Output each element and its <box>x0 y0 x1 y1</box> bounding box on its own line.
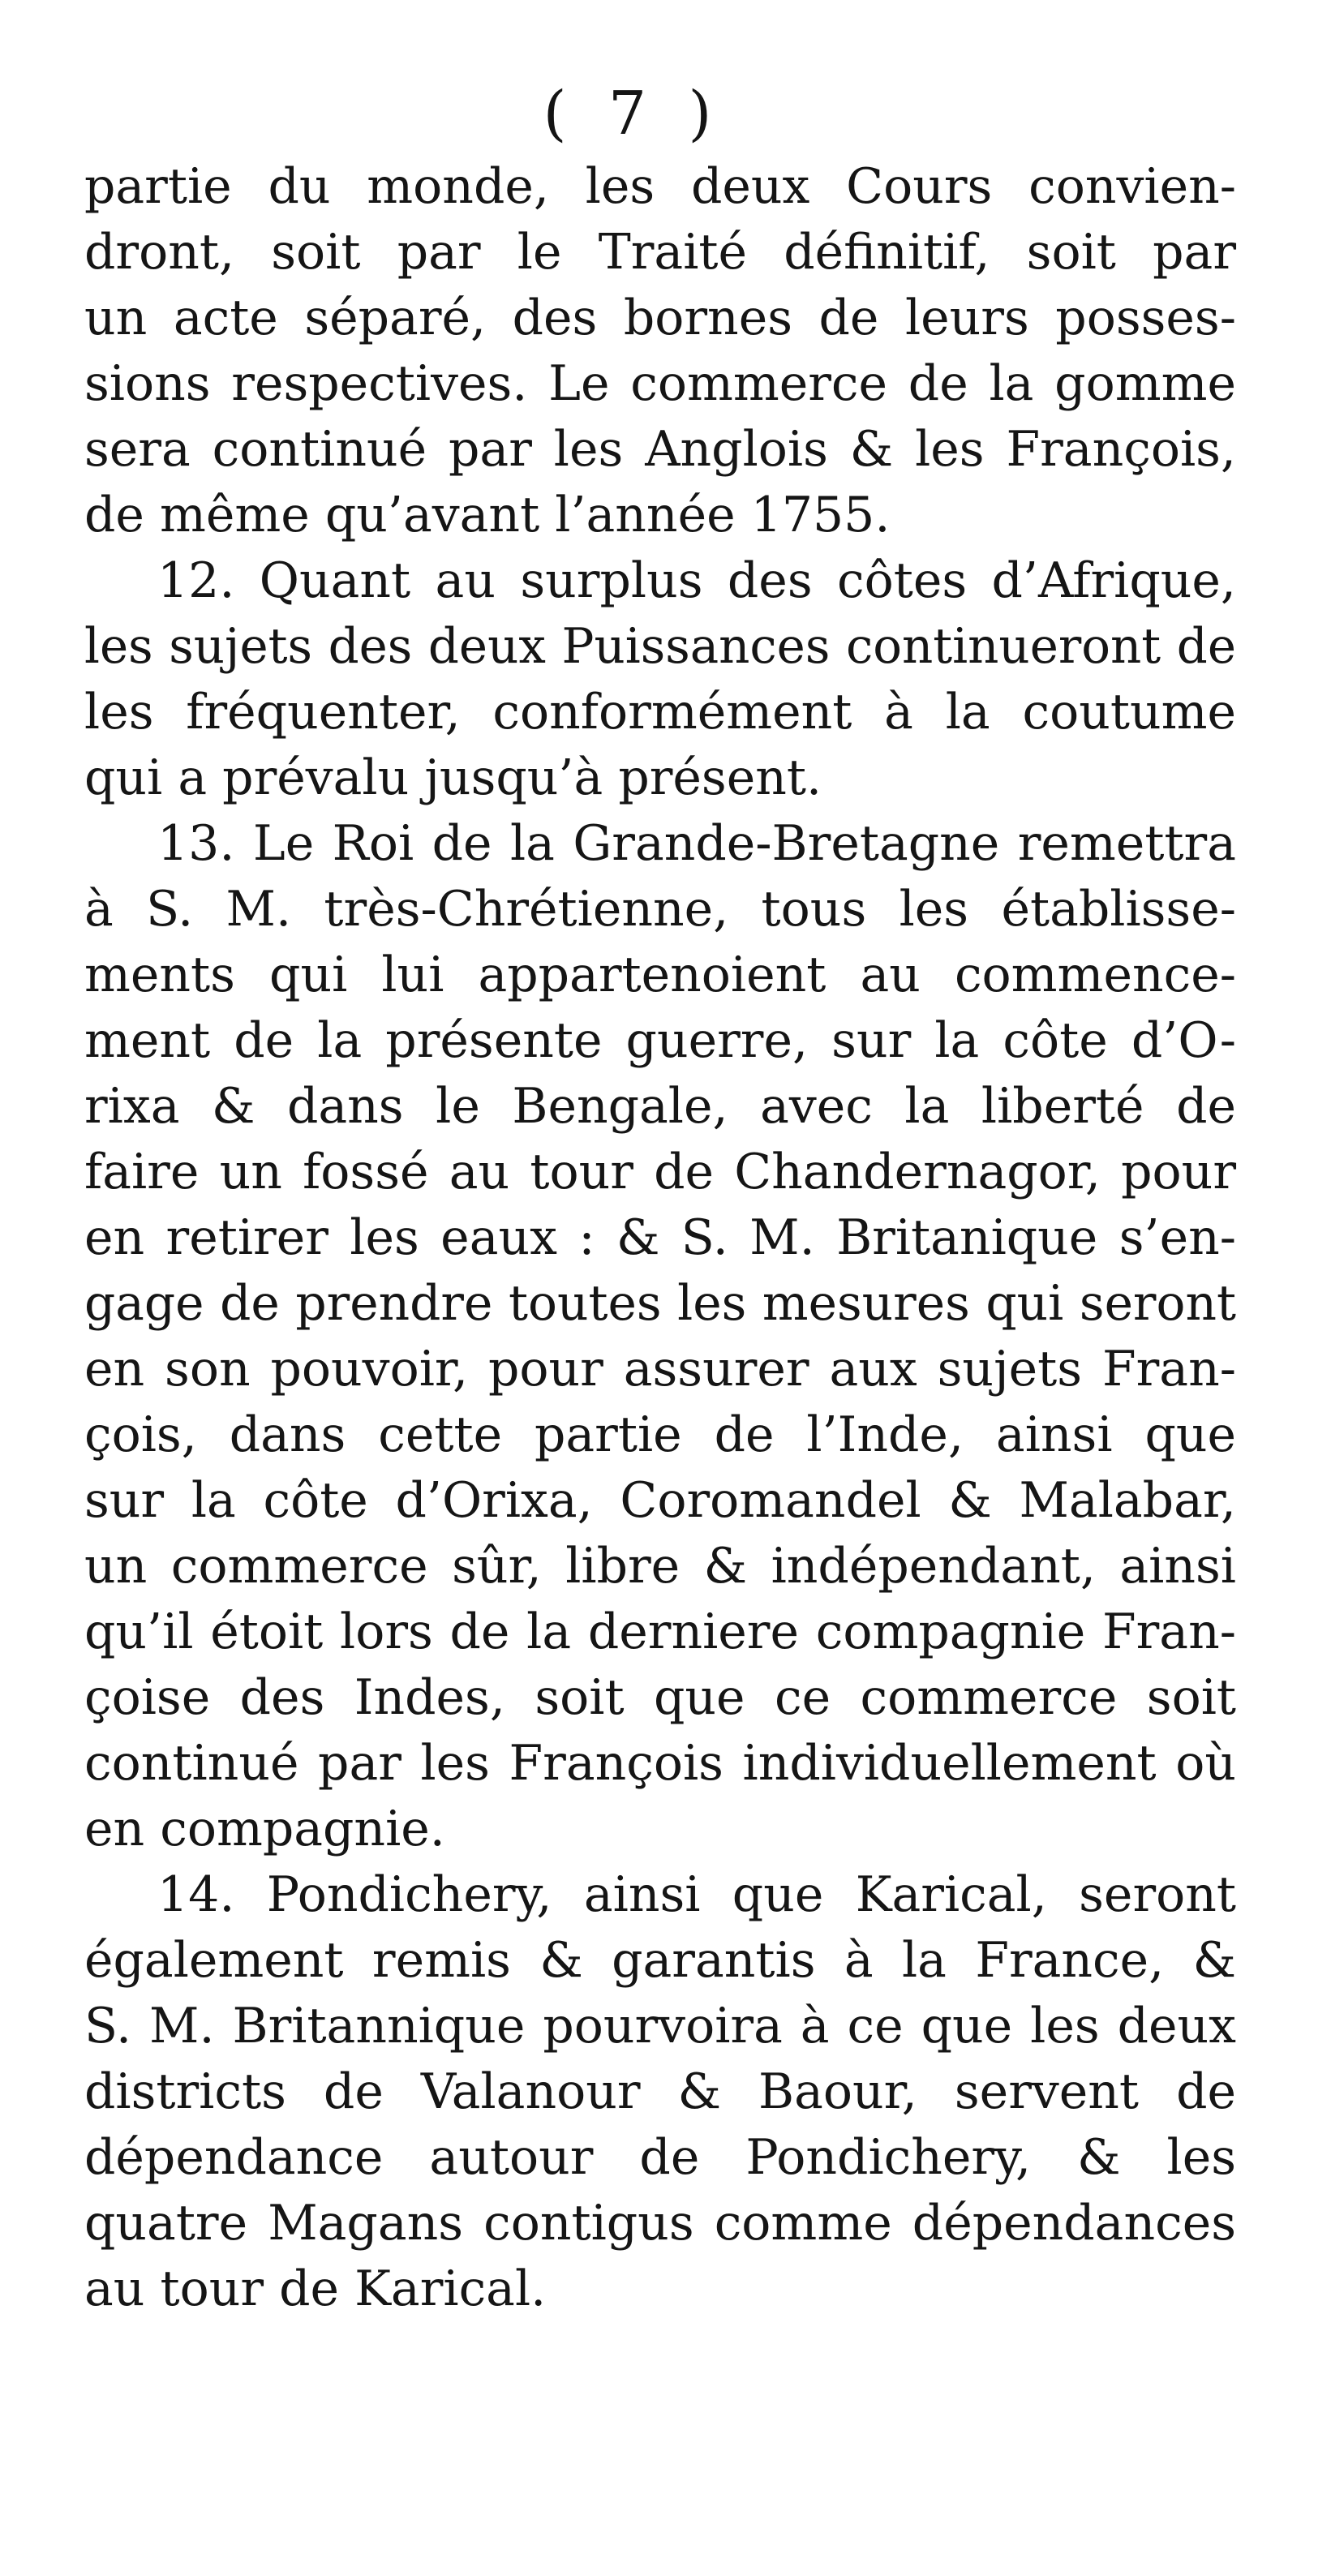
text-line: continué par les François individuellement où <box>84 1735 1236 1792</box>
text-line: en retirer les eaux : & S. M. Britanique s’en- <box>84 1209 1236 1266</box>
text-line: 14. Pondichery, ainsi que Karical, seront <box>157 1866 1236 1923</box>
text-line: çois, dans cette partie de l’Inde, ainsi que <box>84 1406 1236 1463</box>
text-line: gage de prendre toutes les mesures qui seront <box>84 1276 1236 1332</box>
text-line: 12. Quant au surplus des côtes d’Afrique, <box>157 552 1236 609</box>
text-line: de même qu’avant l’année 1755. <box>84 487 891 543</box>
text-line: un commerce sûr, libre & indépendant, ainsi <box>84 1538 1236 1595</box>
body-text <box>84 154 1236 2322</box>
text-line: rixa & dans le Bengale, avec la liberté de <box>84 1078 1236 1135</box>
text-line: partie du monde, les deux Cours convien- <box>84 158 1236 215</box>
text-line: à S. M. très-Chrétienne, tous les établisse- <box>84 881 1236 938</box>
text-line: dépendance autour de Pondichery, & les <box>84 2129 1236 2186</box>
text-line: çoise des Indes, soit que ce commerce soit <box>84 1669 1236 1726</box>
text-line: quatre Magans contigus comme dépendances <box>84 2195 1236 2252</box>
text-line: les fréquenter, conformément à la coutume <box>84 684 1236 741</box>
text-line: faire un fossé au tour de Chandernagor, pour <box>84 1144 1236 1200</box>
text-line: qu’il étoit lors de la derniere compagnie Fran- <box>84 1604 1236 1660</box>
text-line: S. M. Britannique pourvoira à ce que les deux <box>84 1998 1236 2054</box>
text-line: également remis & garantis à la France, & <box>84 1932 1236 1989</box>
text-line: sur la côte d’Orixa, Coromandel & Malabar, <box>84 1472 1236 1529</box>
text-line: les sujets des deux Puissances continueront de <box>84 619 1236 675</box>
text-line: en son pouvoir, pour assurer aux sujets Fran- <box>84 1341 1236 1397</box>
text-line: un acte séparé, des bornes de leurs posses- <box>84 290 1236 346</box>
text-line: ment de la présente guerre, sur la côte d’O- <box>84 1012 1236 1069</box>
text-line: sions respectives. Le commerce de la gomme <box>84 355 1236 412</box>
text-line: ments qui lui appartenoient au commence- <box>84 947 1236 1003</box>
text-line: en compagnie. <box>84 1801 445 1857</box>
text-line: districts de Valanour & Baour, servent de <box>84 2063 1236 2120</box>
text-line: 13. Le Roi de la Grande-Bretagne remettra <box>157 815 1236 872</box>
text-line: dront, soit par le Traité définitif, soit par <box>84 224 1236 281</box>
text-line: sera continué par les Anglois & les François, <box>84 421 1236 478</box>
page-number: ( 7 ) <box>543 79 723 148</box>
text-line: qui a prévalu jusqu’à présent. <box>84 749 822 806</box>
text-line: au tour de Karical. <box>84 2260 547 2317</box>
